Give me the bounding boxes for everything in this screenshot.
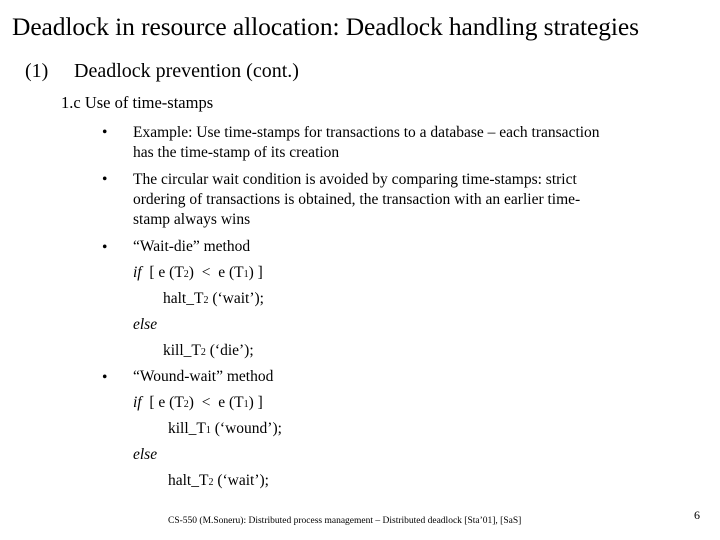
slide-title: Deadlock in resource allocation: Deadlock handling strategies: [12, 12, 639, 41]
slide-footer: CS-550 (M.Soneru): Distributed process management – Distributed deadlock [Sta’01], [SaS]: [168, 516, 522, 526]
bullet-line: The circular wait condition is avoided by comparing time-stamps: strict: [133, 171, 577, 188]
wound-wait-then: kill_T1 (‘wound’);: [168, 420, 282, 437]
bullet-line: ordering of transactions is obtained, the transaction with an earlier time-: [133, 191, 581, 208]
bullet-circular-wait: [133, 170, 713, 230]
section-number: (1): [25, 60, 49, 82]
bullet-line: Example: Use time-stamps for transactions to a database – each transaction: [133, 124, 600, 141]
bullet-example: [133, 123, 713, 163]
wait-die-label: “Wait-die” method: [133, 238, 251, 255]
wait-die-then: halt_T2 (‘wait’);: [163, 290, 264, 307]
else-keyword: else: [133, 316, 158, 333]
wait-die-condition: if [ e (T2) < e (T1) ]: [133, 264, 263, 281]
page-number: 6: [694, 508, 700, 522]
section-heading: Deadlock prevention (cont.): [74, 60, 299, 82]
bullet-marker: •: [102, 369, 108, 386]
bullet-marker: •: [102, 124, 108, 141]
wound-wait-else: halt_T2 (‘wait’);: [168, 472, 269, 489]
bullet-marker: •: [102, 171, 108, 188]
bullet-line: stamp always wins: [133, 211, 251, 228]
bullet-marker: •: [102, 239, 108, 256]
else-keyword: else: [133, 446, 158, 463]
if-keyword: if: [133, 394, 142, 411]
if-keyword: if: [133, 264, 142, 281]
bullet-line: has the time-stamp of its creation: [133, 144, 340, 161]
wound-wait-label: “Wound-wait” method: [133, 368, 274, 385]
wait-die-else: kill_T2 (‘die’);: [163, 342, 254, 359]
wound-wait-condition: if [ e (T2) < e (T1) ]: [133, 394, 263, 411]
subsection-heading: 1.c Use of time-stamps: [61, 93, 214, 112]
